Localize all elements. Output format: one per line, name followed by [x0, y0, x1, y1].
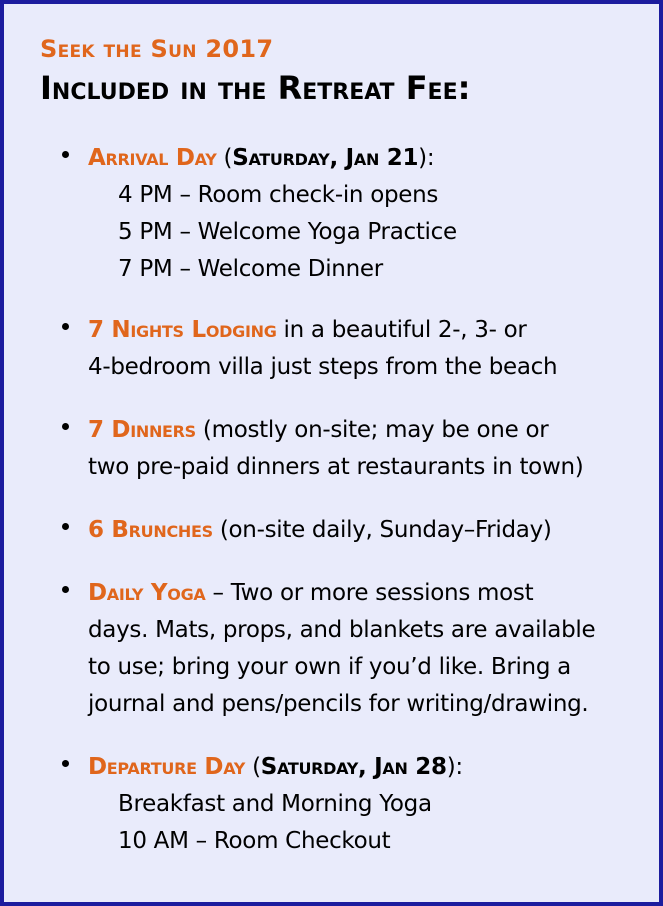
- list-item-departure-day: [62, 749, 652, 860]
- item-text: (mostly on-site; may be one or: [195, 417, 549, 443]
- list-item-daily-yoga: [62, 575, 652, 723]
- item-line: [88, 412, 652, 449]
- item-paren-close: ):: [418, 145, 435, 171]
- bullet-icon: [62, 323, 69, 330]
- item-line: two pre-paid dinners at restaurants in town): [88, 454, 584, 480]
- item-line: to use; bring your own if you’d like. Bring a: [88, 654, 571, 680]
- item-line: [88, 749, 652, 786]
- schedule-line: 10 AM – Room Checkout: [118, 828, 391, 854]
- item-paren-close: ):: [446, 754, 463, 780]
- bullet-icon: [62, 523, 69, 530]
- item-text: in a beautiful 2-, 3- or: [276, 317, 527, 343]
- list-item-dinners: [62, 412, 652, 486]
- item-date: Saturday, Jan 21: [232, 145, 419, 171]
- list-item-lodging: [62, 312, 652, 386]
- item-highlight: Arrival Day: [88, 145, 217, 171]
- item-line: days. Mats, props, and blankets are available: [88, 617, 596, 643]
- list-item-arrival-day: [62, 140, 652, 288]
- schedule-line: 5 PM – Welcome Yoga Practice: [118, 219, 457, 245]
- item-text: (on-site daily, Sunday–Friday): [212, 517, 552, 543]
- item-highlight: 7 Dinners: [88, 417, 196, 443]
- schedule-line: 7 PM – Welcome Dinner: [118, 256, 383, 282]
- item-highlight: 7 Nights Lodging: [88, 317, 277, 343]
- bullet-icon: [62, 586, 69, 593]
- item-highlight: 6 Brunches: [88, 517, 213, 543]
- item-highlight: Daily Yoga: [88, 580, 206, 606]
- item-paren-open: (: [216, 145, 233, 171]
- item-text: – Two or more sessions most: [205, 580, 534, 606]
- schedule-line: 4 PM – Room check-in opens: [118, 182, 439, 208]
- bullet-icon: [62, 151, 69, 158]
- list-item-brunches: [62, 512, 652, 549]
- item-line: [88, 312, 652, 349]
- item-line: [88, 512, 652, 549]
- item-line: [88, 140, 652, 177]
- event-kicker: Seek the Sun 2017: [40, 35, 274, 63]
- included-list: [62, 140, 652, 860]
- card-title: Included in the Retreat Fee:: [40, 69, 471, 107]
- bullet-icon: [62, 423, 69, 430]
- item-line: [88, 575, 652, 612]
- item-paren-open: (: [245, 754, 261, 780]
- item-line: journal and pens/pencils for writing/drawing.: [88, 691, 589, 717]
- item-highlight: Departure Day: [88, 754, 246, 780]
- item-line: 4-bedroom villa just steps from the beach: [88, 354, 558, 380]
- card-header: [40, 34, 470, 108]
- bullet-icon: [62, 760, 69, 767]
- item-date: Saturday, Jan 28: [260, 754, 447, 780]
- schedule-line: Breakfast and Morning Yoga: [118, 791, 432, 817]
